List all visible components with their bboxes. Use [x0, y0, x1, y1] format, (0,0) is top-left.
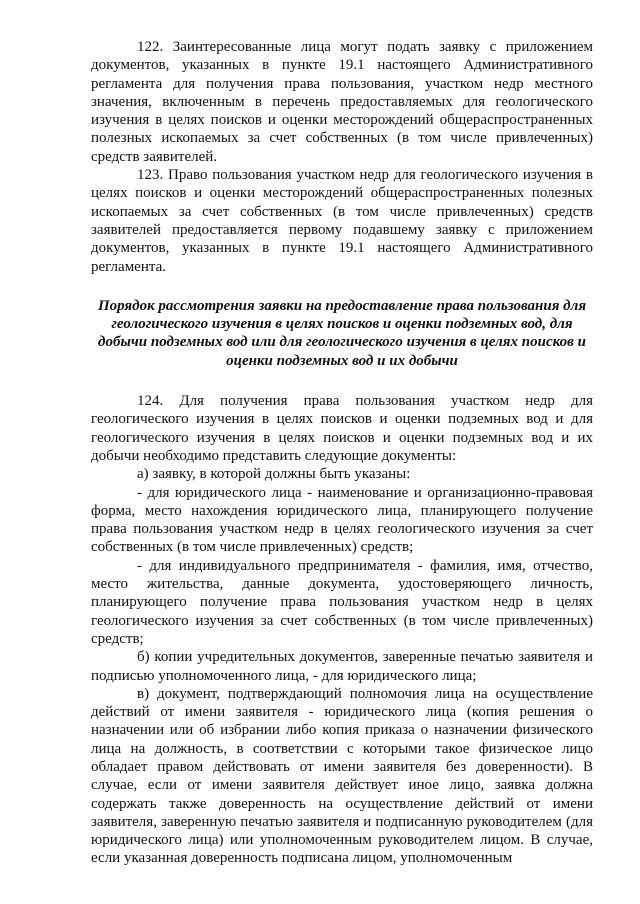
- list-item-entrepreneur: - для индивидуального предпринимателя - фамилия, имя, отчество, место жительства, данные документа, удостоверяющего личность, планирующего получение права пользования участком недр в целях геологического изучения за счет собственных (в том числе привлеченных) средств;: [91, 557, 593, 647]
- paragraph-123: 123. Право пользования участком недр для геологического изучения в целях поисков и оценки месторождений общераспространенных полезных ископаемых за счет собственных (в том числе привлеченных) средств заявителей предоставляется первому подавшему заявку с приложением документов, указанных в пункте 19.1 настоящего Административного регламента.: [91, 167, 593, 275]
- list-item-a: а) заявку, в которой должны быть указаны:: [137, 466, 411, 483]
- list-item-b: б) копии учредительных документов, заверенные печатью заявителя и подписью уполномоченного лица, - для юридического лица;: [91, 649, 593, 684]
- paragraph-122: 122. Заинтересованные лица могут подать заявку с приложением документов, указанных в пункте 19.1 настоящего Административного регламента для получения права пользования, участком недр местного значения, включенным в перечень предоставляемых для геологического изучения в целях поисков и оценки месторождений общераспространенных полезных ископаемых за счет собственных (в том числе привлеченных) средств заявителей.: [91, 39, 593, 165]
- section-heading: Порядок рассмотрения заявки на предоставление права пользования для геологического изучения в целях поисков и оценки подземных вод, для добычи подземных вод или для геологического изучения в целях поисков и оценки подземных вод и их добычи: [97, 297, 587, 369]
- paragraph-124: 124. Для получения права пользования участком недр для геологического изучения в целях поисков и оценки подземных вод и для геологического изучения в целях поисков и оценки подземных вод и их добычи необходимо представить следующие документы:: [91, 393, 593, 464]
- list-item-v: в) документ, подтверждающий полномочия лица на осуществление действий от имени заявителя - юридического лица (копия решения о назначении или об избрании либо копия приказа о назначении физического лица на должность, в соответствии с которыми такое физическое лицо обладает правом действовать от имени заявителя без доверенности). В случае, если от имени заявителя действует иное лицо, заявка должна содержать также доверенность на осуществление действий от имени заявителя, заверенную печатью заявителя и подписанную руководителем (для юридического лица) или уполномоченным руководителем лицом. В случае, если указанная доверенность подписана лицом, уполномоченным: [91, 685, 593, 867]
- list-item-legal-entity: - для юридического лица - наименование и организационно-правовая форма, место нахождения юридического лица, планирующего получение права пользования участком недр в целях геологического изучения за счет собственных (в том числе привлеченных) средств;: [91, 484, 593, 556]
- document-page: [91, 38, 593, 868]
